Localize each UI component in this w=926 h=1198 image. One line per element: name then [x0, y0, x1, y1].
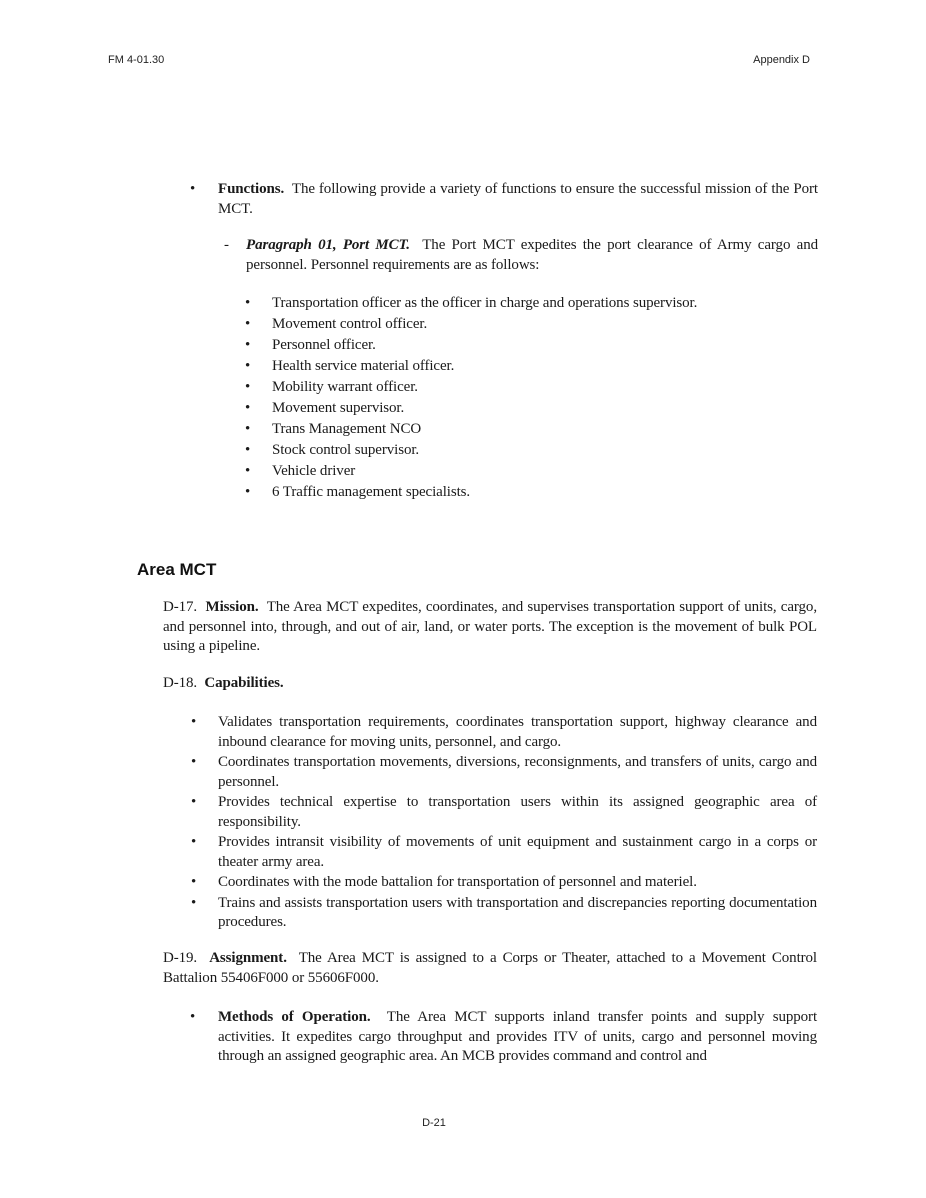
bullet-icon: •: [191, 794, 197, 810]
bullet-icon: •: [245, 463, 251, 479]
d18-paragraph: [163, 674, 817, 694]
methods-paragraph: [218, 1008, 817, 1067]
d19-text: The Area MCT is assigned to a Corps or Theater, attached to a Movement Control Battalion 55406F000 or 55606F000.: [163, 950, 817, 986]
capabilities-list: [191, 713, 817, 934]
bullet-icon: •: [191, 834, 197, 850]
d19-number: D-19.: [163, 950, 198, 966]
list-item: • Trans Management NCO: [272, 420, 812, 441]
list-item: • Movement control officer.: [272, 315, 812, 336]
paragraph-01-text: The Port MCT expedites the port clearance of Army cargo and personnel. Personnel requirements are as follows:: [246, 237, 819, 273]
bullet-icon: •: [191, 894, 197, 911]
header-doc-id: FM 4-01.30: [108, 54, 165, 66]
bullet-icon: •: [190, 181, 196, 197]
section-title: Area MCT: [137, 560, 217, 579]
d19-paragraph: [163, 949, 817, 988]
personnel-list: [245, 294, 812, 504]
bullet-icon: •: [245, 337, 251, 353]
list-item: • Health service material officer.: [272, 357, 812, 378]
d19-lead: Assignment.: [209, 950, 287, 966]
bullet-icon: •: [191, 754, 197, 770]
list-item: • Personnel officer.: [272, 336, 812, 357]
bullet-icon: •: [245, 442, 251, 458]
bullet-icon: •: [245, 400, 251, 416]
list-item: • Vehicle driver: [272, 462, 812, 483]
page-number: D-21: [422, 1117, 446, 1129]
methods-text: The Area MCT supports inland transfer points and supply support activities. It expedites cargo throughput and provides ITV of units, cargo and personnel moving through an assigned geographic area. An MCB provides command and control and: [218, 1009, 818, 1064]
d18-lead: Capabilities.: [204, 675, 284, 691]
bullet-icon: •: [245, 484, 251, 500]
header-appendix: Appendix D: [753, 54, 810, 66]
functions-paragraph: [218, 180, 818, 219]
bullet-icon: •: [245, 358, 251, 374]
d17-lead: Mission.: [205, 599, 259, 615]
bullet-icon: •: [245, 316, 251, 332]
bullet-icon: •: [191, 874, 197, 890]
list-item: • Transportation officer as the officer in charge and operations supervisor.: [272, 294, 812, 315]
d17-paragraph: [163, 598, 817, 657]
functions-text: The following provide a variety of functions to ensure the successful mission of the Port MCT.: [218, 181, 818, 217]
paragraph-01: [246, 236, 818, 275]
list-item: • 6 Traffic management specialists.: [272, 483, 812, 504]
bullet-icon: •: [245, 421, 251, 437]
list-item: • Coordinates transportation movements, diversions, reconsignments, and transfers of units, cargo and personnel.: [191, 754, 817, 790]
list-item: • Coordinates with the mode battalion for transportation of personnel and materiel.: [218, 873, 817, 893]
list-item: • Provides technical expertise to transportation users within its assigned geographic area of responsibility.: [191, 794, 817, 830]
d17-text: The Area MCT expedites, coordinates, and supervises transportation support of units, cargo, and personnel into, through, and out of air, land, or water ports. The exception is the movement of bulk POL using a pipeline.: [163, 599, 817, 654]
d17-number: D-17.: [163, 599, 198, 615]
bullet-icon: •: [245, 295, 251, 311]
list-item: • Validates transportation requirements, coordinates transportation support, highway clearance and inbound clearance for moving units, personnel, and cargo.: [191, 714, 817, 750]
bullet-icon: •: [191, 714, 197, 730]
list-item: • Movement supervisor.: [272, 399, 812, 420]
d18-number: D-18.: [163, 675, 198, 691]
list-item: • Stock control supervisor.: [272, 441, 812, 462]
list-item: • Provides intransit visibility of movements of unit equipment and sustainment cargo in a corps or theater army area.: [191, 834, 817, 870]
bullet-icon: •: [190, 1009, 196, 1025]
dash-marker: -: [224, 237, 229, 253]
methods-lead: Methods of Operation.: [218, 1009, 371, 1025]
list-item: • Trains and assists transportation users with transportation and discrepancies reporting documentation procedures.: [191, 894, 817, 930]
functions-lead: Functions.: [218, 181, 285, 197]
paragraph-01-lead: Paragraph 01, Port MCT.: [246, 237, 410, 253]
bullet-icon: •: [245, 379, 251, 395]
list-item: • Mobility warrant officer.: [272, 378, 812, 399]
